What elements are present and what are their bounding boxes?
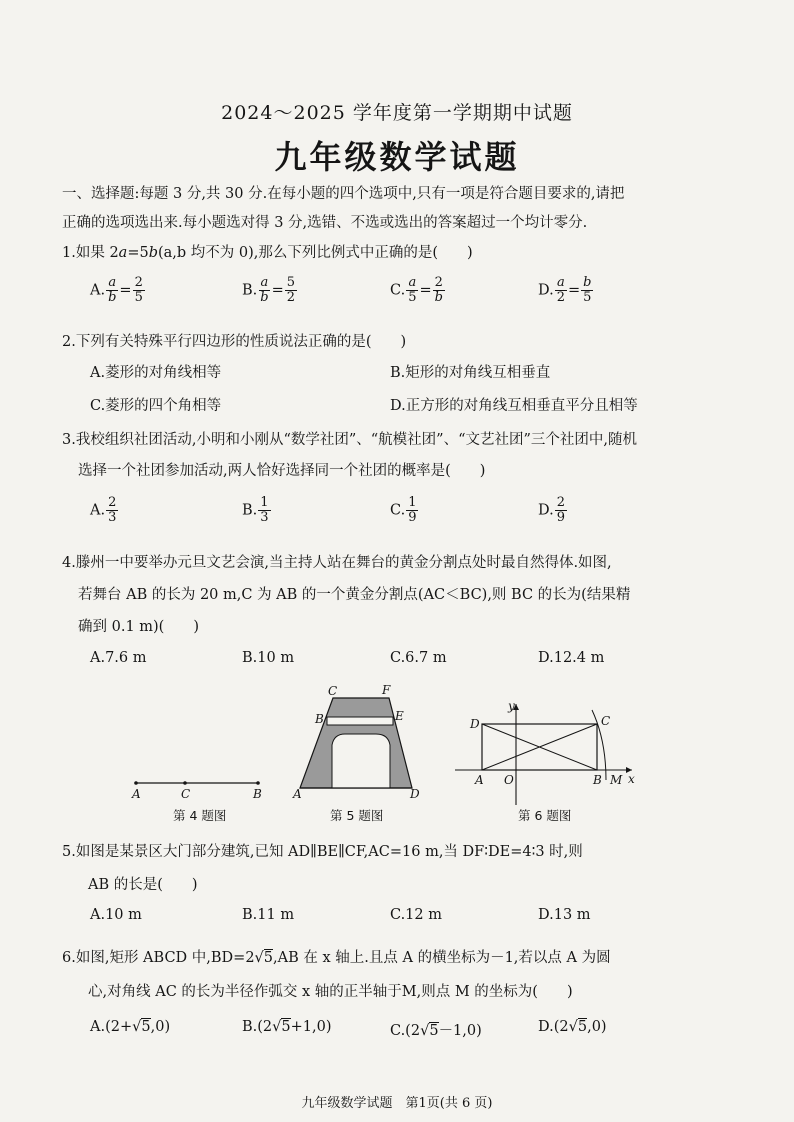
q4-option-d[interactable]: D.12.4 m xyxy=(538,650,605,666)
figures-area xyxy=(0,680,794,825)
section-intro-line1: 一、选择题:每题 3 分,共 30 分.在每小题的四个选项中,只有一项是符合题目要求的,请把 xyxy=(62,186,625,202)
q3-option-d[interactable]: D. $\frac{2}{9}$ xyxy=(538,495,565,525)
q6-option-b[interactable]: B.(2√5+1,0) xyxy=(242,1019,332,1035)
fig6-label-m: M xyxy=(610,773,623,787)
q4-option-c[interactable]: C.6.7 m xyxy=(390,650,447,666)
fig4-point-c xyxy=(183,781,187,785)
q1-option-c[interactable]: C. $\frac{a}{5}$ = $\frac{2}{b}$ xyxy=(390,275,443,305)
fig5-label-d: D xyxy=(410,787,420,801)
fig5-label-c: C xyxy=(328,684,338,698)
q3-option-c[interactable]: C. $\frac{1}{9}$ xyxy=(390,495,417,525)
q6-stem-line2: 心,对角线 AC 的长为半径作弧交 x 轴的正半轴于M,则点 M 的坐标为( ) xyxy=(88,984,573,1000)
q3-stem-line2: 选择一个社团参加活动,两人恰好选择同一个社团的概率是( ) xyxy=(78,463,486,479)
fig4-point-b xyxy=(256,781,260,785)
q4-option-b[interactable]: B.10 m xyxy=(242,650,295,666)
q4-stem-line2: 若舞台 AB 的长为 20 m,C 为 AB 的一个黄金分割点(AC＜BC),则 BC 的长为(结果精 xyxy=(78,587,631,603)
fig6-label-y: y xyxy=(508,699,515,713)
fig4-label-a: A xyxy=(132,787,141,801)
fig5-label-a: A xyxy=(293,787,302,801)
q6-option-c[interactable]: C.(2√5－1,0) xyxy=(390,1023,482,1039)
fig5-gate-arch xyxy=(332,734,390,788)
q1-option-d[interactable]: D. $\frac{a}{2}$ = $\frac{b}{5}$ xyxy=(538,275,592,305)
q1-option-b[interactable]: B. $\frac{a}{b}$ = $\frac{5}{2}$ xyxy=(242,275,296,305)
fig6-label-x: x xyxy=(628,772,635,786)
exam-subtitle: 2024～2025 学年度第一学期期中试题 xyxy=(221,102,573,124)
q6-option-a[interactable]: A.(2+√5,0) xyxy=(90,1019,171,1035)
figure-5 xyxy=(292,683,420,801)
q2-option-d[interactable]: D.正方形的对角线互相垂直平分且相等 xyxy=(390,398,638,414)
fig5-label-e: E xyxy=(395,709,404,723)
fig4-label-c: C xyxy=(181,787,191,801)
fig6-label-o: O xyxy=(504,773,514,787)
q4-stem-line1: 4.滕州一中要举办元旦文艺会演,当主持人站在舞台的黄金分割点处时最自然得体.如图, xyxy=(62,555,612,571)
fig6-label-d: D xyxy=(470,717,480,731)
q3-option-b[interactable]: B. $\frac{1}{3}$ xyxy=(242,495,269,525)
q1-stem: 1.如果 2a=5b(a,b 均不为 0),那么下列比例式中正确的是( ) xyxy=(62,245,473,261)
page-footer: 九年级数学试题 第1页(共 6 页) xyxy=(301,1096,493,1111)
fig4-point-a xyxy=(134,781,138,785)
q3-option-a[interactable]: A. $\frac{2}{3}$ xyxy=(90,495,117,525)
q5-option-a[interactable]: A.10 m xyxy=(90,907,142,923)
q2-option-a[interactable]: A.菱形的对角线相等 xyxy=(90,365,222,381)
fig5-label-b: B xyxy=(315,712,324,726)
fig6-label-a: A xyxy=(475,773,484,787)
q4-stem-line3: 确到 0.1 m)( ) xyxy=(78,619,199,635)
q5-option-d[interactable]: D.13 m xyxy=(538,907,591,923)
q5-option-b[interactable]: B.11 m xyxy=(242,907,295,923)
q5-option-c[interactable]: C.12 m xyxy=(390,907,442,923)
q3-stem-line1: 3.我校组织社团活动,小明和小刚从“数学社团”、“航模社团”、“文艺社团”三个社团中,随机 xyxy=(62,432,638,448)
q5-stem-line2: AB 的长是( ) xyxy=(88,877,198,893)
exam-title: 九年级数学试题 xyxy=(274,138,520,176)
q2-option-b[interactable]: B.矩形的对角线互相垂直 xyxy=(390,365,551,381)
section-intro-line2: 正确的选项选出来.每小题选对得 3 分,选错、不选或选出的答案超过一个均计零分. xyxy=(62,215,588,231)
fig4-caption: 第 4 题图 xyxy=(173,808,227,823)
q6-stem-line1: 6.如图,矩形 ABCD 中,BD=2√5,AB 在 x 轴上.且点 A 的横坐标为－1,若以点 A 为圆 xyxy=(62,950,611,966)
q5-stem-line1: 5.如图是某景区大门部分建筑,已知 AD∥BE∥CF,AC=16 m,当 DF∶DE=4∶3 时,则 xyxy=(62,844,583,860)
figure-6 xyxy=(455,699,635,805)
fig5-caption: 第 5 题图 xyxy=(330,808,384,823)
q2-stem: 2.下列有关特殊平行四边形的性质说法正确的是( ) xyxy=(62,334,407,350)
q2-option-c[interactable]: C.菱形的四个角相等 xyxy=(90,398,222,414)
fig5-gate-lintel xyxy=(327,717,393,725)
q4-option-a[interactable]: A.7.6 m xyxy=(90,650,147,666)
figure-4 xyxy=(131,781,262,801)
q1-option-a[interactable]: A. $\frac{a}{b}$ = $\frac{2}{5}$ xyxy=(90,275,143,305)
q6-option-d[interactable]: D.(2√5,0) xyxy=(538,1019,607,1035)
fig6-caption: 第 6 题图 xyxy=(518,808,572,823)
fig6-label-b: B xyxy=(593,773,602,787)
fig4-label-b: B xyxy=(253,787,262,801)
fig6-label-c: C xyxy=(601,714,611,728)
fig5-label-f: F xyxy=(382,683,391,697)
